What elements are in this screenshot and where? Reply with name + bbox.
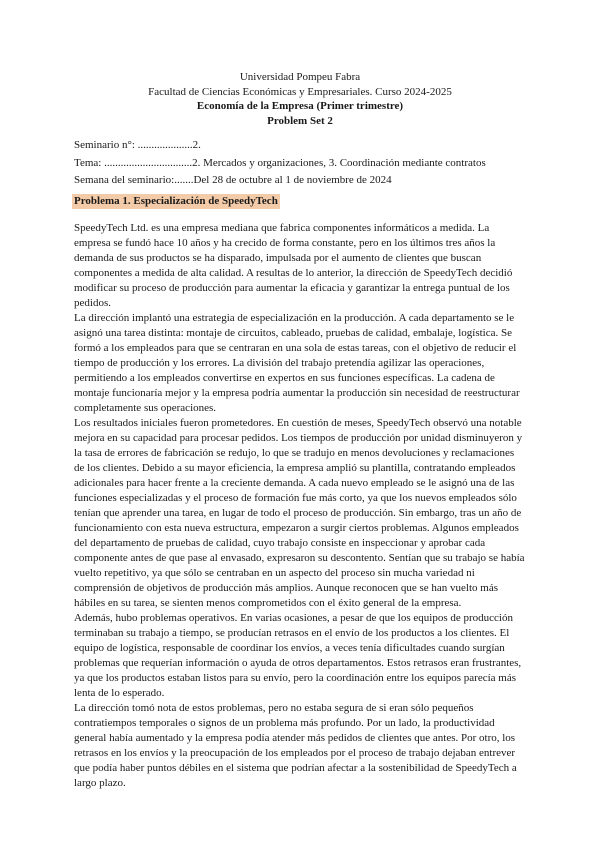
paragraph: Los resultados iniciales fueron prometedores. En cuestión de meses, SpeedyTech observó una notable mejora en su capacidad para procesar pedidos. Los tiempos de producción por unidad disminuyeron y la tasa de errores de fabricación se redujo, lo que se tradujo en menos devoluciones y reclamaciones de los clientes. Debido a su mayor eficiencia, la empresa amplió su plantilla, contratando empleados adicionales para hacer frente a la creciente demanda. A cada nuevo empleado se le asignó una de las funciones especializadas y el proceso de formación fue más corto, ya que los nuevos empleados sólo tenían que aprender una tarea, en lugar de todo el proceso de producción. Sin embargo, tras un año de funcionamiento con esta nueva estructura, empezaron a surgir ciertos problemas. Algunos empleados del departamento de pruebas de calidad, cuyo trabajo consiste en inspeccionar y aprobar cada componente antes de que pase al envasado, expresaron su descontento. Sentían que su trabajo se había vuelto repetitivo, ya que sólo se centraban en un aspecto del proceso sin mucha variedad ni comprensión de objetivos de producción más amplios. Aunque reconocen que se han vuelto más hábiles en su tarea, se sienten menos comprometidos con el éxito general de la empresa. xyxy=(74,417,525,609)
problem-set-title: Problem Set 2 xyxy=(267,114,333,127)
problem-body xyxy=(74,221,526,791)
paragraph: La dirección implantó una estrategia de especialización en la producción. A cada departamento se le asignó una tarea distinta: montaje de circuitos, cableado, pruebas de calidad, embalaje, logística. Se formó a los empleados para que se centraran en una sola de estas tareas, con el objetivo de reducir el tiempo de producción y los errores. La división del trabajo pretendía agilizar las operaciones, permitiendo a los empleados convertirse en expertos en sus funciones específicas. La cadena de montaje funcionaría mejor y la empresa podría aumentar la producción sin necesidad de reestructurar completamente sus operaciones. xyxy=(74,312,520,414)
paragraph: La dirección tomó nota de estos problemas, pero no estaba segura de si eran sólo pequeños contratiempos temporales o signos de un problema más profundo. Por un lado, la productividad general había aumentado y la empresa podía atender más pedidos de clientes que antes. Por otro, los retrasos en los envíos y la preocupación de los empleados por el proceso de trabajo dejaban entrever que podía haber puntos débiles en el sistema que podrían afectar a la sostenibilidad de SpeedyTech a largo plazo. xyxy=(74,702,517,789)
faculty-line: Facultad de Ciencias Económicas y Empresariales. Curso 2024-2025 xyxy=(148,85,452,98)
document-header xyxy=(60,70,540,128)
seminar-week: Semana del seminario:.......Del 28 de octubre al 1 de noviembre de 2024 xyxy=(74,174,392,187)
paragraph: Además, hubo problemas operativos. En varias ocasiones, a pesar de que los equipos de producción terminaban su trabajo a tiempo, se producían retrasos en el envío de los productos a los clientes. El equipo de logística, responsable de coordinar los envíos, a veces tenía dificultades cuando surgían problemas que requerían información o ayuda de otros departamentos. Estos retrasos eran frustrantes, ya que los productos estaban listos para su envío, pero la coordinación entre los equipos parecía más lenta de lo esperado. xyxy=(74,612,522,699)
seminar-info xyxy=(74,137,554,190)
seminar-topic: Tema: ................................2. Mercados y organizaciones, 3. Coordinación mediante contratos xyxy=(74,156,486,169)
university-name: Universidad Pompeu Fabra xyxy=(239,71,361,83)
problem-title: Problema 1. Especialización de SpeedyTech xyxy=(74,195,278,207)
course-title: Economía de la Empresa (Primer trimestre) xyxy=(196,100,404,112)
paragraph: SpeedyTech Ltd. es una empresa mediana que fabrica componentes informáticos a medida. La empresa se fundó hace 10 años y ha crecido de forma constante, pero en los últimos tres años la demanda de sus productos se ha disparado, impulsada por el aumento de clientes que buscan componentes a medida de alta calidad. A resultas de lo anterior, la dirección de SpeedyTech decidió modificar su proceso de producción para aumentar la eficacia y garantizar la entrega puntual de los pedidos. xyxy=(74,222,513,309)
seminar-number: Seminario n°: ....................2. xyxy=(74,139,201,151)
